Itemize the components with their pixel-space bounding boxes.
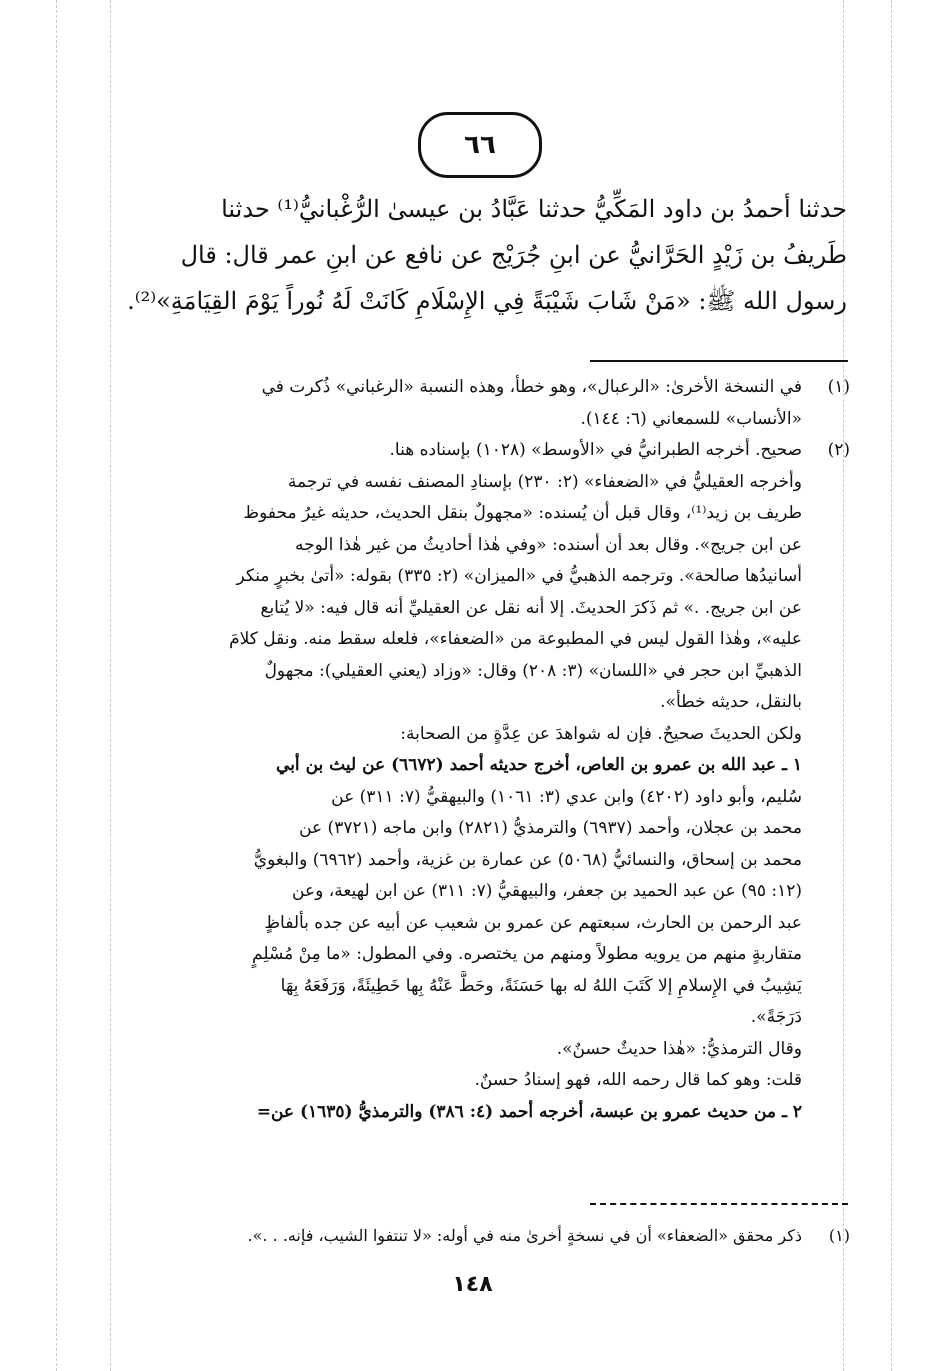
margin-guide-left xyxy=(56,0,57,1371)
note-body xyxy=(106,372,802,435)
note-line: في النسخة الأخرىٰ: «الرعبال»، وهو خطأ، وهذه النسبة «الرغباني» ذُكرت في xyxy=(261,377,802,397)
note-number: (١) xyxy=(827,377,850,397)
note-line: وأخرجه العقيليُّ في «الضعفاء» (٢: ٢٣٠) بإسنادِ المصنف نفسه في ترجمة xyxy=(287,471,802,492)
notes-separator xyxy=(590,360,848,362)
hadith-line: رسول الله ﷺ: «مَنْ شَابَ شَيْبَةً فِي الإِسْلَامِ كَانَتْ لَهُ نُوراً يَوْمَ القِيَامَةِ»⁽²⁾. xyxy=(127,287,847,315)
margin-guide-right xyxy=(891,0,892,1371)
note-line: (١٢: ٩٥) عن عبد الحميد بن جعفر، والبيهقيُّ (٧: ٣١١) عن ابن لهيعة، وعن xyxy=(292,881,802,901)
note-line: عبد الرحمن بن الحارث، سبعتهم عن عمرو بن شعيب عن أبيه عن جده بألفاظٍ xyxy=(264,912,802,933)
note-line: ولكن الحديثَ صحيحٌ. فإن له شواهدَ عن عِدَّةٍ من الصحابة: xyxy=(400,723,802,744)
note-line: «الأنساب» للسمعاني (٦: ١٤٤). xyxy=(580,408,802,429)
note-line: الذهبيِّ ابن حجر في «اللسان» (٣: ٢٠٨) وقال: «وزاد (يعني العقيلي): مجهولٌ xyxy=(264,660,802,681)
note-line: ٢ ـ من حديث عمرو بن عبسة، أخرجه أحمد (٤: ٣٨٦) والترمذيُّ (١٦٣٥) عن= xyxy=(256,1101,802,1122)
note-line: سُليم، وأبو داود (٤٢٠٢) وابن عدي (٣: ١٠٦١) والبيهقيُّ (٧: ٣١١) عن xyxy=(331,786,802,807)
footnote-separator xyxy=(590,1203,848,1205)
note-1 xyxy=(106,372,850,435)
note-line: عن ابن جريج. .» ثم ذَكرَ الحديثَ. إلا أنه نقل عن العقيليِّ أنه قال فيه: «لا يُتابع xyxy=(260,597,802,618)
footnote xyxy=(106,1220,850,1252)
notes-section xyxy=(106,372,850,1128)
note-body xyxy=(106,435,802,1128)
note-number: (٢) xyxy=(827,440,850,460)
hadith-line: حدثنا أحمدُ بن داود المَكِّيُّ حدثنا عَبَّادُ بن عيسىٰ الرُّغْبانيُّ⁽¹⁾ حدثنا xyxy=(221,195,847,223)
note-line: صحيح. أخرجه الطبرانيُّ في «الأوسط» (١٠٢٨) بإسناده هنا. xyxy=(389,440,802,460)
footnote-text: ذكر محقق «الضعفاء» أن في نسخةٍ أخرىٰ منه في أوله: «لا تنتفوا الشيب، فإنه. . .». xyxy=(247,1226,802,1245)
note-line: ١ ـ عبد الله بن عمرو بن العاص، أخرج حديثه أحمد (٦٦٧٢) عن ليث بن أبي xyxy=(276,755,802,775)
note-line: أسانيدُها صالحة». وترجمه الذهبيُّ في «الميزان» (٢: ٣٣٥) بقوله: «أتىٰ بخبرٍ منكر xyxy=(236,566,802,586)
note-line: محمد بن إسحاق، والنسائيُّ (٥٠٦٨) عن عمارة بن غزية، وأحمد (٦٩٦٢) والبغويُّ xyxy=(253,849,802,870)
note-line: دَرَجَةً». xyxy=(750,1007,802,1027)
footnote-body xyxy=(106,1220,802,1252)
hadith-line: طَريفُ بن زَيْدٍ الحَرَّانيُّ عن ابنِ جُرَيْج عن نافع عن ابنِ عمر قال: قال xyxy=(180,241,847,269)
note-line: وقال الترمذيُّ: «هٰذا حديثٌ حسنٌ». xyxy=(556,1038,802,1059)
footnote-number: (١) xyxy=(828,1226,850,1245)
hadith-number: ٦٦ xyxy=(464,130,496,160)
note-line: يَشِيبُ في الإِسلامِ إلا كَتَبَ اللهُ له بها حَسَنَةً، وحَطَّ عَنْهُ بِها خَطِيئَةً، وَرَفَعَهُ بِهَا xyxy=(280,975,802,996)
page-number: ١٤٨ xyxy=(452,1272,493,1297)
note-line: عليه»، وهٰذا القول ليس في المطبوعة من «الضعفاء»، فلعله سقط منه. ونقل كلامَ xyxy=(229,629,802,649)
note-line: بالنقل، حديثه خطأ». xyxy=(660,692,802,712)
hadith-text xyxy=(105,186,847,324)
note-line: طريف بن زيد⁽¹⁾، وقال قبل أن يُسنده: «مجهولٌ بنقل الحديث، حديثه غيرُ محفوظ xyxy=(243,503,802,523)
note-line: متقاربةٍ منهم من يرويه مطولاً ومنهم من يختصره. وفي المطول: «ما مِنْ مُسْلِمٍ xyxy=(252,944,802,964)
note-line: عن ابن جريج». وقال بعد أن أسنده: «وفي هٰذا أحاديثُ من غير هٰذا الوجه xyxy=(294,534,802,555)
note-line: محمد بن عجلان، وأحمد (٦٩٣٧) والترمذيُّ (٢٨٢١) وابن ماجه (٣٧٢١) عن xyxy=(299,818,802,838)
note-line: قلت: وهو كما قال رحمه الله، فهو إسنادُ حسنٌ. xyxy=(474,1070,802,1090)
hadith-number-badge xyxy=(418,112,542,178)
note-2 xyxy=(106,435,850,1128)
